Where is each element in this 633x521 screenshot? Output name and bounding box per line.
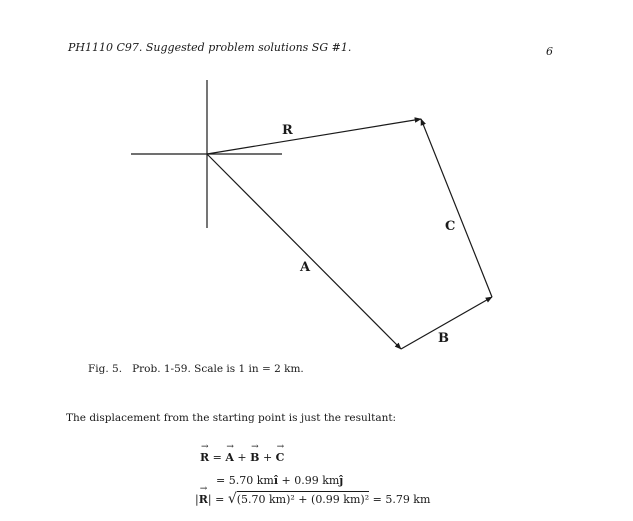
vector-r-arrow bbox=[207, 119, 421, 154]
page-header-title: PH1110 C97. Suggested problem solutions SG #1. bbox=[68, 41, 352, 54]
label-c: C bbox=[445, 219, 456, 234]
component-x-value: = 5.70 km bbox=[216, 474, 274, 487]
label-a: A bbox=[300, 260, 311, 275]
vector-a-arrow bbox=[207, 154, 401, 349]
vector-c-symbol: → C bbox=[276, 451, 285, 464]
equals-sign: = bbox=[209, 451, 226, 464]
magnitude-result: = 5.79 km bbox=[369, 493, 431, 506]
equation-magnitude bbox=[195, 491, 430, 507]
label-b: B bbox=[438, 331, 449, 346]
body-paragraph: The displacement from the starting point is just the resultant: bbox=[66, 412, 397, 424]
vector-a-symbol: → A bbox=[225, 451, 234, 464]
sqrt-symbol: √ bbox=[227, 491, 237, 507]
vector-r-symbol: → R bbox=[199, 493, 208, 506]
equation-resultant-sum bbox=[200, 451, 284, 464]
label-r: R bbox=[282, 123, 293, 138]
vector-c-arrow bbox=[421, 119, 492, 297]
equation-components bbox=[216, 474, 343, 487]
sqrt-radicand: (5.70 km)² + (0.99 km)² bbox=[236, 493, 370, 506]
component-y-value: + 0.99 km bbox=[278, 474, 340, 487]
plus-sign: + bbox=[233, 451, 251, 464]
unit-vector-j: ĵ bbox=[339, 474, 344, 487]
figure-caption: Fig. 5. Prob. 1-59. Scale is 1 in = 2 km. bbox=[88, 363, 304, 375]
vector-r-symbol: → R bbox=[200, 451, 209, 464]
unit-vector-i: î bbox=[273, 474, 278, 487]
plus-sign: + bbox=[259, 451, 276, 464]
page-number: 6 bbox=[546, 45, 553, 58]
abs-bar-close: | bbox=[207, 493, 212, 506]
abs-bar-open: | bbox=[195, 493, 199, 506]
equals-sign: = bbox=[211, 493, 228, 506]
vector-b-symbol: → B bbox=[250, 451, 259, 464]
